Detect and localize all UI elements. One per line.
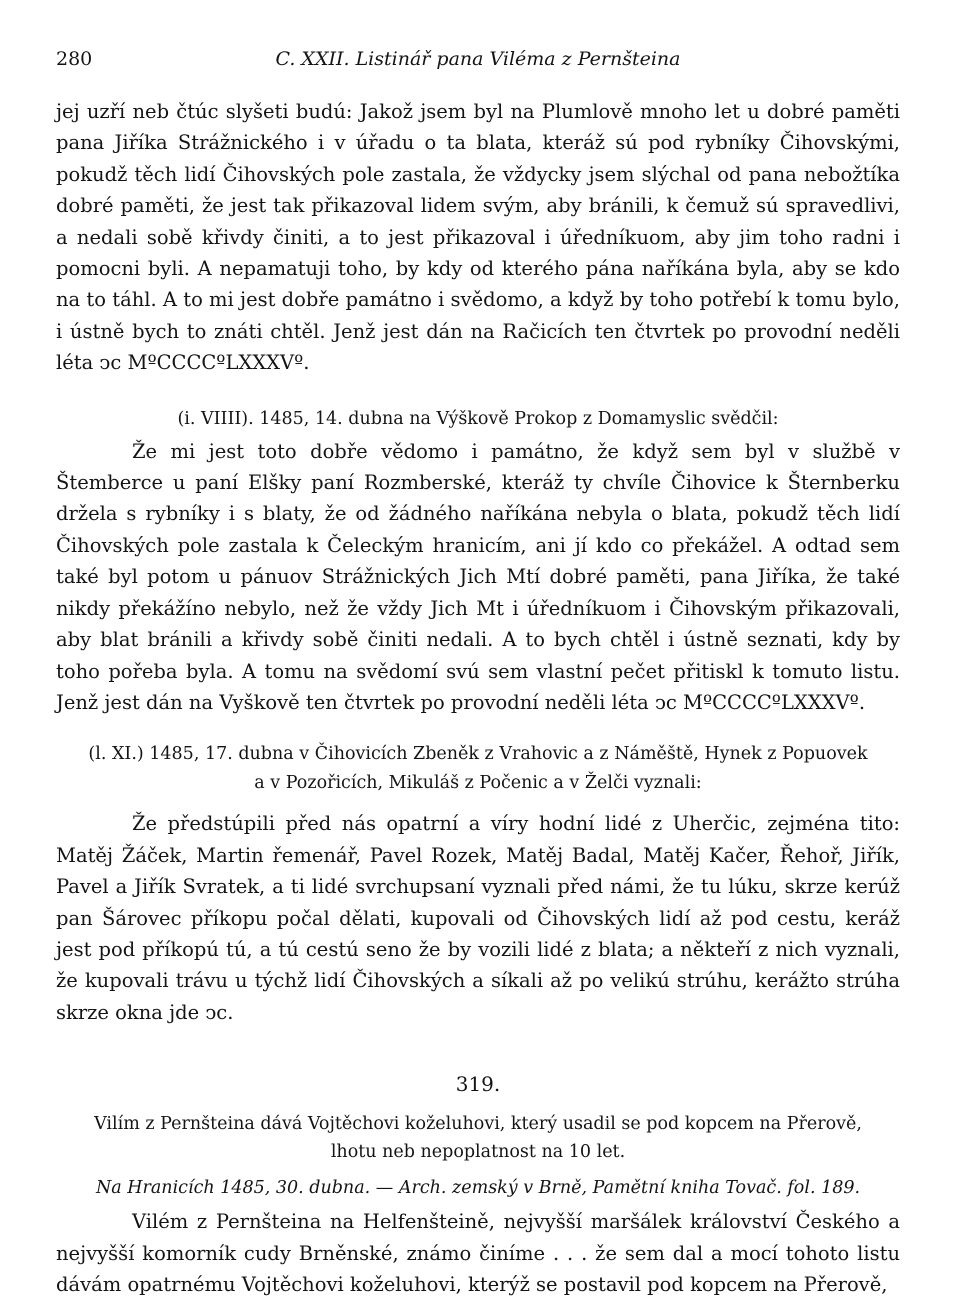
document-page [56, 44, 900, 1300]
entry-heading-line-1: (l. XI.) 1485, 17. dubna v Čihovicích Zbeněk z Vrahovic a z Náměště, Hynek z Popuovek [88, 744, 868, 765]
regest-line-1: Vilím z Pernšteina dává Vojtěchovi koželuhovi, který usadil se pod kopcem na Přerově, [94, 1114, 862, 1135]
entry-testimony-prokop [56, 405, 900, 719]
entry-text: Že předstúpili před nás opatrní a víry hodní lidé z Uherčic, zejména tito: Matěj Žáček, Martin řemenář, Pavel Rozek, Matěj Badal, Matěj Kačer, Řehoř, Jiřík, Pavel a Jiřík Svratek, a ti lidé svrchupsaní vyznali před námi, že tu lúku, skrze kerúž pan Šárovec příkopu počal dělati, kupovali od Čihovských lidí až pod cestu, keráž jest pod příkopú tú, a tú cestú seno že by vozili lidé z blata; a někteří z nich vyznali, že kupovali trávu u týchž lidí Čihovských a síkali až po velikú strúhu, kerážto strúha skrze okna jde ↄc. [56, 812, 900, 1024]
document-regest [56, 1110, 900, 1166]
page-number: 280 [56, 48, 93, 70]
document-number: 319. [455, 1072, 501, 1097]
page-header [56, 44, 900, 78]
entry-heading-line-2: a v Pozořicích, Mikuláš z Počenic a v Želči vyznali: [254, 773, 702, 794]
entry-testimony-zbenek [56, 740, 900, 1028]
regest-line-2: lhotu neb nepoplatnost na 10 let. [330, 1142, 626, 1163]
running-title: C. XXII. Listinář pana Viléma z Pernšteina [275, 48, 681, 70]
document-319 [56, 1072, 900, 1300]
paragraph-continuation: jej uzří neb čtúc slyšeti budú: Jakož jsem byl na Plumlově mnoho let u dobré paměti pana Jiříka Strážnického i v úřadu o ta blata, kteráž sú pod rybníky Čihovskými, pokudž těch lidí Čihovských pole zastala, že vždycky jsem slýchal od pana nebožtíka dobré paměti, že jest tak přikazoval lidem svým, aby bránili, k čemuž sú spravedlivi, a nedali sobě křivdy činiti, a to jest přikazoval i úředníkuom, aby jim toho radni i pomocni byli. A nepamatuji toho, by kdy od kterého pána naříkána byla, aby se kdo na to táhl. A to mi jest dobře památno i svědomo, a když by toho potřebí k tomu bylo, i ústně bych to znáti chtěl. Jenž jest dán na Račicích ten čtvrtek po provodní neděli léta ↄc MºCCCCºLXXXVº. [56, 100, 900, 375]
entry-heading [56, 740, 900, 798]
entry-heading: (i. VIIII). 1485, 14. dubna na Výškově Prokop z Domamyslic svědčil: [177, 408, 779, 429]
document-source: Na Hranicích 1485, 30. dubna. — Arch. zemský v Brně, Pamětní kniha Tovač. fol. 189. [95, 1178, 861, 1199]
document-text: Vilém z Pernšteina na Helfenšteině, nejvyšší maršálek království Českého a nejvyšší komorník cudy Brněnské, známo činíme . . . že sem dal a mocí tohoto listu dávám opatrnému Vojtěchovi koželuhovi, kterýž se postavil pod kopcem na Přerově, [56, 1210, 900, 1296]
entry-text: Že mi jest toto dobře vědomo i památno, že když sem byl v službě v Štemberce u paní Elšky paní Rozmberské, kteráž ty chvíle Čihovice k Šternberku držela s rybníky i s blaty, že od žádného naříkána nebyla o blata, pokudž těch lidí Čihovských pole zastala k Čeleckým hranicím, ani jí kdo co překážel. A odtad sem také byl potom u pánuov Strážnických Jich Mtí dobré paměti, pana Jiříka, že také nikdy překážíno nebylo, než že vždy Jich Mt i úředníkuom i Čihovským přikazovali, aby blat bránili a křivdy sobě činiti nedali. A to bych chtěl i ústně seznati, kdy by toho pořeba byla. A tomu na svědomí svú sem vlastní pečet přitiskl k tomuto listu. Jenž jest dán na Vyškově ten čtvrtek po provodní neděli léta ↄc MºCCCCºLXXXVº. [56, 439, 900, 714]
